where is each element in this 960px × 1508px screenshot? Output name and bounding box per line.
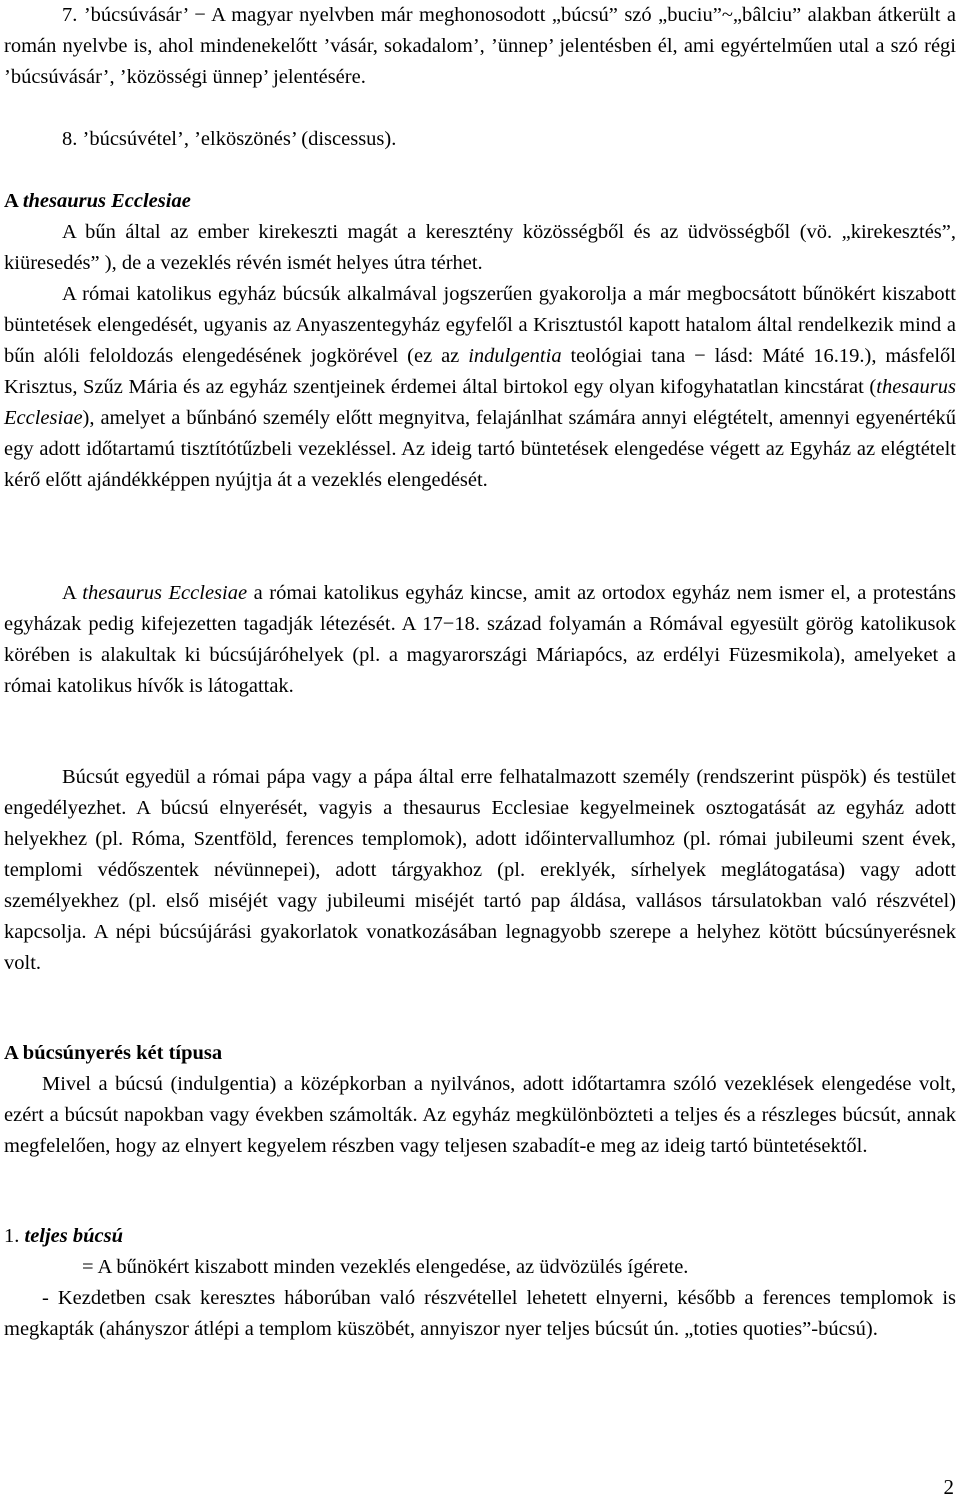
- paragraph-2-part-c: teológiai tana − lásd: Máté 16.19.), másfelől Krisztus, Szűz Mária és az egyház szentjeinek érdemei által birtokol egy olyan kifogyhatatlan kincstárat (: [4, 345, 956, 398]
- item-8-text: 8. ’búcsúvétel’, ’elköszönés’ (discessus).: [62, 128, 397, 150]
- paragraph-2-part-a: A római katolikus egyház búcsúk alkalmával jogszerűen gyakorolja a már megbocsátott bűnökért kiszabott büntetések elengedését, ugyanis az Anyaszentegyház egyfelől a Krisztustól kapott hatalom által rendelkezik mind a bűn alóli feloldozás elengedésének jogkörével (ez az: [4, 283, 956, 367]
- item-7-text: 7. ’búcsúvásár’ − A magyar nyelvben már meghonosodott „búcsú” szó „buciu”~„bâlciu” alakban átkerült a román nyelvbe is, ahol mindenekelőtt ’vásár, sokadalom’, ’ünnep’ jelentésben él, ami egyértelműen utal a szó régi ’búcsúvásár’, ’közösségi ünnep’ jelentésére.: [4, 4, 956, 88]
- term-indulgentia: indulgentia: [468, 345, 562, 367]
- paragraph-3-part-a: A: [62, 582, 83, 604]
- paragraph-2: [4, 279, 956, 496]
- term-thesaurus-ecclesiae-2: thesaurus Ecclesiae: [82, 582, 248, 604]
- type-1-definition: = A bűnökért kiszabott minden vezeklés elengedése, az üdvözülés ígérete.: [82, 1256, 689, 1278]
- list-item-8: [4, 124, 956, 155]
- term-thesaurus-ecclesiae: thesaurus Ecclesiae: [4, 376, 956, 429]
- type-1-note-text: - Kezdetben csak keresztes háborúban való részvétellel lehetett elnyerni, később a ferences templomok is megkapták (ahányszor átlépi a templom küszöbét, annyiszor nyer teljes búcsút ún. „toties quoties”-búcsú).: [4, 1287, 956, 1340]
- list-item-7: [4, 0, 956, 93]
- paragraph-3-part-c: a római katolikus egyház kincse, amit az ortodox egyház nem ismer el, a protestáns egyházak pedig kifejezetten tagadják létezését. A 17−18. század folyamán a Rómával egyesült görög katolikusok körében is alakultak ki búcsújáróhelyek (pl. a magyarországi Máriapócs, az erdélyi Füzesmikola), amelyeket a római katolikus hívők is látogattak.: [4, 582, 956, 697]
- section-heading-thesaurus: [4, 186, 191, 217]
- paragraph-5-text: Mivel a búcsú (indulgentia) a középkorban a nyilvános, adott időtartamra szóló vezeklések elengedése volt, ezért a búcsút napokban vagy években számolták. Az egyház megkülönbözteti a teljes és a részleges búcsút, annak megfelelően, hogy az elnyert kegyelem részben vagy teljesen szabadít-e meg az ideig tartó büntetésektől.: [4, 1073, 956, 1157]
- heading-prefix: A: [4, 190, 23, 212]
- paragraph-1-text: A bűn által az ember kirekeszti magát a keresztény közösségből és az üdvösségből (vö. „kirekesztés”, kiüresedés” ), de a vezeklés révén ismét helyes útra térhet.: [4, 221, 956, 274]
- type-1-label: teljes búcsú: [24, 1225, 124, 1247]
- paragraph-3: [4, 578, 956, 702]
- paragraph-5: [4, 1069, 956, 1162]
- paragraph-1: [4, 217, 956, 279]
- section-heading-types: A búcsúnyerés két típusa: [4, 1042, 223, 1064]
- type-1-note: [4, 1283, 956, 1345]
- type-1-number: 1.: [4, 1225, 25, 1247]
- heading-italic: thesaurus Ecclesiae: [22, 190, 191, 212]
- type-1-heading: [4, 1221, 123, 1252]
- paragraph-4: [4, 762, 956, 979]
- page-number: 2: [943, 1475, 954, 1499]
- paragraph-4-text: Búcsút egyedül a római pápa vagy a pápa által erre felhatalmazott személy (rendszerint püspök) és testület engedélyezhet. A búcsú elnyerését, vagyis a thesaurus Ecclesiae kegyelmeinek osztogatását az egyház adott helyekhez (pl. Róma, Szentföld, ferences templomok), adott időintervallumhoz (pl. római jubileumi szent évek, templomi védőszentek névünnepei), adott tárgyakhoz (pl. ereklyék, sírhelyek meglátogatása) vagy adott személyekhez (pl. első miséjét vagy jubileumi miséjét tartó pap áldása, vallásos társulatokban való részvétel) kapcsolja. A népi búcsújárási gyakorlatok vonatkozásában legnagyobb szerepe a helyhez kötött búcsúnyerésnek volt.: [4, 766, 956, 974]
- paragraph-2-part-e: ), amelyet a bűnbánó személy előtt megnyitva, felajánlhat számára annyi elégtételt, amennyi egyenértékű egy adott időtartamú tisztítótűzbeli vezekléssel. Az ideig tartó büntetések elengedése végett az Egyház az elégtételt kérő előtt ajándékképpen nyújtja át a vezeklés elengedését.: [4, 407, 956, 491]
